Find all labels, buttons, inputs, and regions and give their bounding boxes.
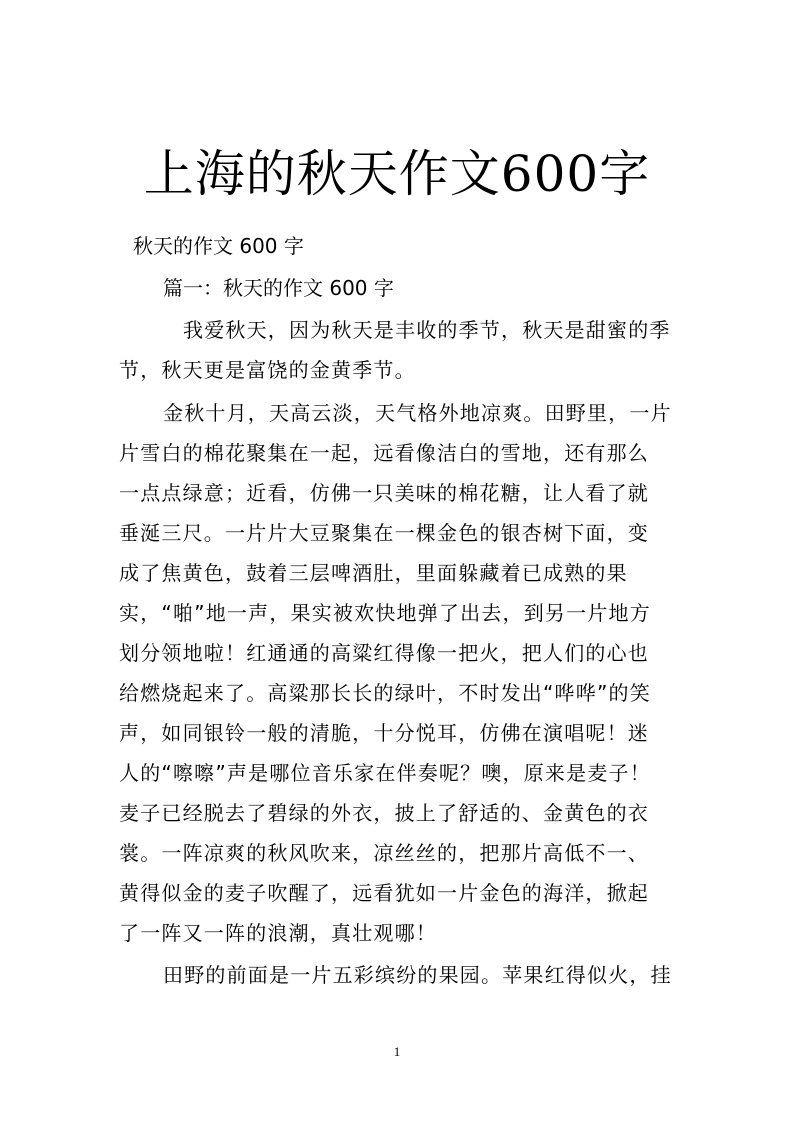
document-title: 上海的秋天作文600字: [143, 145, 651, 203]
paragraph-line: 划分领地啦！红通通的高粱红得像一把火，把人们的心也: [119, 641, 649, 665]
paragraph-line: 一点点绿意；近看，仿佛一只美味的棉花糖，让人看了就: [119, 481, 649, 505]
paragraph-line: 片雪白的棉花聚集在一起，远看像洁白的雪地，还有那么: [119, 441, 649, 465]
paragraph-line: 人的“嚓嚓”声是哪位音乐家在伴奏呢？噢，原来是麦子！: [119, 761, 651, 785]
section-heading: 篇一：秋天的作文 600 字: [163, 276, 394, 300]
paragraph-line: 金秋十月，天高云淡，天气格外地凉爽。田野里，一片: [163, 401, 672, 425]
page-number: 1: [393, 1044, 401, 1059]
paragraph-line: 节，秋天更是富饶的金黄季节。: [119, 358, 416, 382]
paragraph-line: 我爱秋天，因为秋天是丰收的季节，秋天是甜蜜的季: [183, 318, 671, 342]
paragraph-line: 田野的前面是一片五彩缤纷的果园。苹果红得似火，挂: [163, 963, 672, 987]
paragraph-line: 给燃烧起来了。高粱那长长的绿叶，不时发出“哗哗”的笑: [119, 681, 651, 705]
paragraph-line: 垂涎三尺。一片片大豆聚集在一棵金色的银杏树下面，变: [119, 521, 649, 545]
paragraph-line: 成了焦黄色，鼓着三层啤酒肚，里面躲藏着已成熟的果: [119, 561, 628, 585]
document-subtitle: 秋天的作文 600 字: [133, 234, 304, 258]
paragraph-line: 麦子已经脱去了碧绿的外衣，披上了舒适的、金黄色的衣: [119, 801, 649, 825]
paragraph-line: 声，如同银铃一般的清脆，十分悦耳，仿佛在演唱呢！迷: [119, 721, 649, 745]
paragraph-line: 裳。一阵凉爽的秋风吹来，凉丝丝的，把那片高低不一、: [119, 841, 649, 865]
paragraph-line: 黄得似金的麦子吹醒了，远看犹如一片金色的海洋，掀起: [119, 881, 649, 905]
paragraph-line: 实，“啪”地一声，果实被欢快地弹了出去，到另一片地方: [119, 601, 651, 625]
paragraph-line: 了一阵又一阵的浪潮，真壮观哪！: [119, 921, 437, 945]
